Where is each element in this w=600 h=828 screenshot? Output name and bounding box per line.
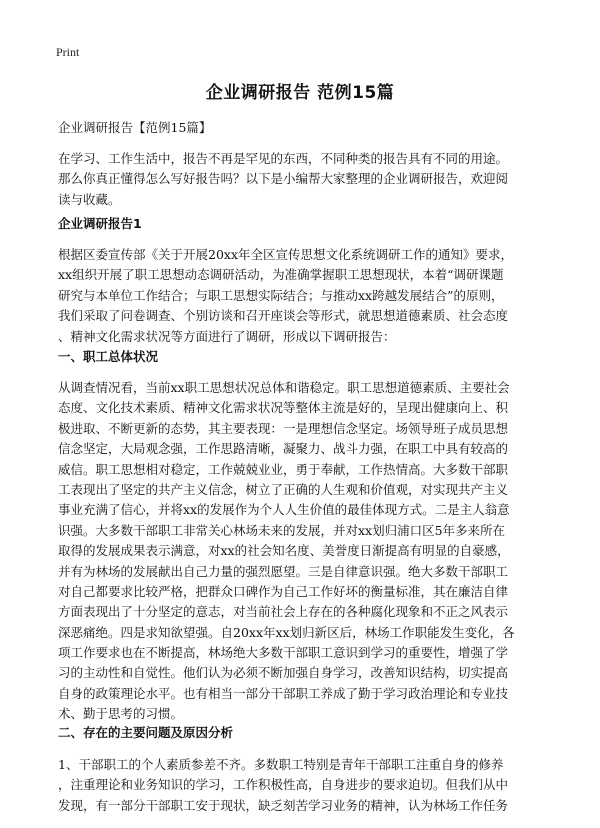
problems-paragraph [58, 755, 548, 816]
text-line: 威信。职工思想相对稳定，工作兢兢业业，勇于奉献，工作热情高。大多数干部职 [58, 461, 509, 477]
text-line: 方面表现出了十分坚定的意志，对当前社会上存在的各种腐化现象和不正之风表示 [58, 604, 509, 620]
text-line: 研究与本单位工作结合；与职工思想实际结合；与推动xx跨越发展结合”的原则， [58, 287, 504, 303]
document-subtitle: 企业调研报告【范例15篇】 [58, 120, 212, 135]
text-line: 读与收藏。 [58, 191, 121, 207]
text-line: 对自己都要求比较严格，把群众口碑作为自己工作好坏的衡量标准，其在廉洁自律 [58, 583, 509, 599]
text-line: 我们采取了问卷调查、个别访谈和召开座谈会等形式，就思想道德素质、社会态度 [58, 308, 509, 324]
text-line: 根据区委宣传部《关于开展20xx年全区宣传思想文化系统调研工作的通知》要求， [58, 247, 514, 262]
text-line: 取得的发展成果表示满意，对xx的社会知名度、美誉度日渐提高有明显的自豪感， [58, 543, 510, 559]
text-line: 、精神文化需求状况等方面进行了调研，形成以下调研报告： [58, 328, 396, 344]
text-line: 深恶痛绝。四是求知欲望强。自20xx年xx划归新区后，林场工作职能发生变化，各 [58, 624, 515, 640]
text-line: 1、干部职工的个人素质参差不齐。多数职工特别是青年干部职工注重自身的修养 [58, 757, 504, 772]
text-line: 自身的政策理论水平。也有相当一部分干部职工养成了勤于学习政治理论和专业技 [58, 685, 509, 701]
text-line: ，注重理论和业务知识的学习，工作积极性高，自身进步的要求迫切。但我们从中 [58, 777, 509, 793]
text-line: 在学习、工作生活中，报告不再是罕见的东西，不同种类的报告具有不同的用途。 [58, 151, 509, 166]
text-line: 信念坚定，大局观念强，工作思路清晰，凝聚力、战斗力强，在职工中具有较高的 [58, 441, 509, 457]
text-line: 习的主动性和自觉性。他们认为必须不断加强自身学习，改善知识结构，切实提高 [58, 665, 509, 681]
report-1-paragraph [58, 245, 548, 347]
text-line: 识强。大多数干部职工非常关心林场未来的发展，并对xx划归浦口区5年多来所在 [58, 522, 506, 538]
page-title: 企业调研报告 范例15篇 [205, 83, 395, 103]
section-heading-problems: 二、存在的主要问题及原因分析 [58, 725, 234, 740]
text-line: 事业充满了信心，并将xx的发展作为个人人生价值的最佳体现方式。二是主人翁意 [58, 502, 510, 518]
text-line: 并有为林场的发展献出自己力量的强烈愿望。三是自律意识强。绝大多数干部职工 [58, 563, 509, 579]
text-line: 发现，有一部分干部职工安于现状，缺乏刻苦学习业务的精神，认为林场工作任务 [58, 797, 509, 813]
text-line: 那么你真正懂得怎么写好报告吗？以下是小编帮大家整理的企业调研报告，欢迎阅 [58, 171, 509, 187]
text-line: 术、勤于思考的习惯。 [58, 706, 184, 722]
text-line: 项工作要求也在不断提高，林场绝大多数干部职工意识到学习的重要性，增强了学 [58, 645, 509, 661]
section-heading-report-1: 企业调研报告1 [58, 216, 142, 231]
overall-status-paragraph [58, 378, 548, 725]
text-line: xx组织开展了职工思想动态调研活动，为准确掌握职工思想现状，本着“调研课题 [58, 267, 504, 283]
intro-paragraph [58, 149, 548, 210]
text-line: 极进取、不断更新的态势，其主要表现：一是理想信念坚定。场领导班子成员思想 [58, 420, 509, 436]
print-link[interactable]: Print [56, 45, 80, 59]
section-heading-overall-status: 一、职工总体状况 [58, 349, 159, 364]
text-line: 从调查情况看，当前xx职工思想状况总体和谐稳定。职工思想道德素质、主要社会 [58, 380, 510, 395]
text-line: 态度、文化技术素质、精神文化需求状况等整体主流是好的，呈现出健康向上、积 [58, 400, 509, 416]
text-line: 工表现出了坚定的共产主义信念，树立了正确的人生观和价值观，对实现共产主义 [58, 481, 509, 497]
